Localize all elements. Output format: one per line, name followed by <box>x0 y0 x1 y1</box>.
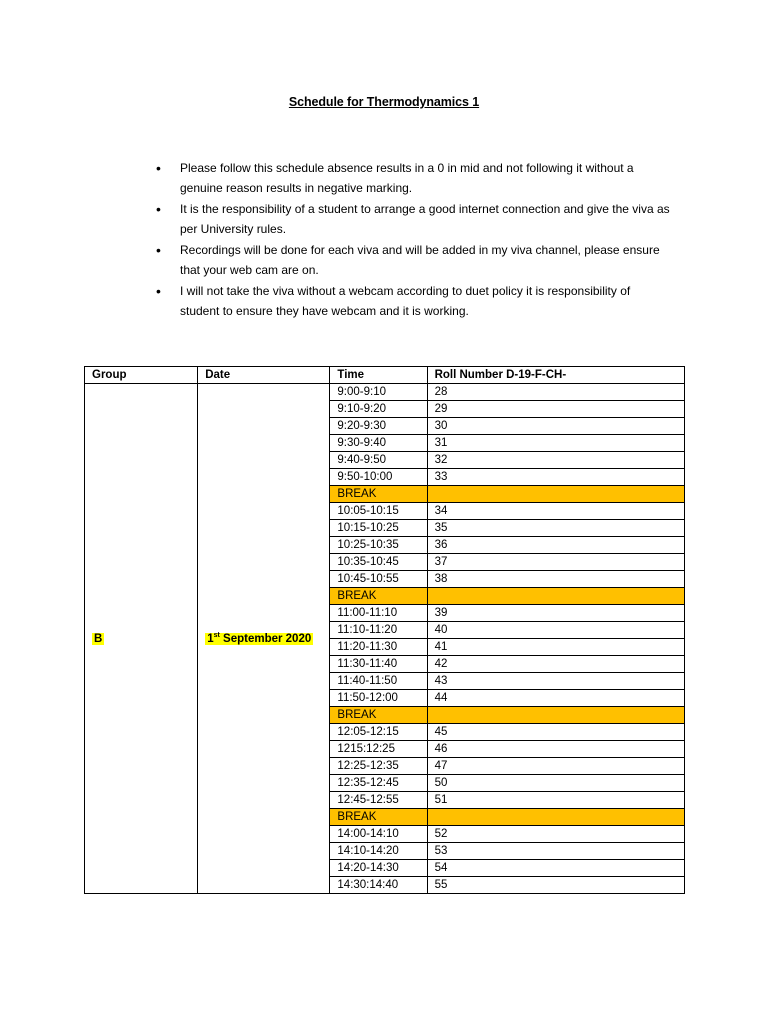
time-cell: 9:10-9:20 <box>330 401 427 418</box>
instruction-text: I will not take the viva without a webcam according to duet policy it is responsibility of student to ensure they have webcam and it is working. <box>180 284 631 318</box>
roll-number-cell: 40 <box>427 622 684 639</box>
bullet-icon: • <box>156 160 161 176</box>
roll-number-cell: 39 <box>427 605 684 622</box>
roll-number-cell: 35 <box>427 520 684 537</box>
roll-number-cell: 32 <box>427 452 684 469</box>
roll-number-cell: 52 <box>427 826 684 843</box>
roll-number-cell: 53 <box>427 843 684 860</box>
instruction-text: Please follow this schedule absence results in a 0 in mid and not following it without a genuine reason results in negative marking. <box>180 161 634 195</box>
instruction-item <box>150 199 670 239</box>
instruction-text: It is the responsibility of a student to arrange a good internet connection and give the viva as per University rules. <box>180 202 670 236</box>
instruction-item <box>150 281 670 321</box>
table-row <box>85 384 685 401</box>
time-cell: 11:40-11:50 <box>330 673 427 690</box>
time-cell: 11:50-12:00 <box>330 690 427 707</box>
roll-number-cell: 38 <box>427 571 684 588</box>
roll-number-cell: 37 <box>427 554 684 571</box>
schedule-body <box>85 384 685 894</box>
roll-number-cell: 33 <box>427 469 684 486</box>
time-cell: 10:35-10:45 <box>330 554 427 571</box>
roll-number-cell: 44 <box>427 690 684 707</box>
roll-number-cell: 50 <box>427 775 684 792</box>
time-cell: 12:25-12:35 <box>330 758 427 775</box>
roll-number-cell: 28 <box>427 384 684 401</box>
time-cell: 14:10-14:20 <box>330 843 427 860</box>
instructions-list <box>150 158 670 322</box>
time-cell: 9:40-9:50 <box>330 452 427 469</box>
time-cell: 12:05-12:15 <box>330 724 427 741</box>
time-cell: 11:20-11:30 <box>330 639 427 656</box>
roll-number-cell: 30 <box>427 418 684 435</box>
break-label: BREAK <box>330 809 427 826</box>
bullet-icon: • <box>156 283 161 299</box>
time-cell: 10:45-10:55 <box>330 571 427 588</box>
group-value: B <box>94 632 103 645</box>
bullet-icon: • <box>156 201 161 217</box>
break-label: BREAK <box>330 486 427 503</box>
time-cell: 10:25-10:35 <box>330 537 427 554</box>
date-value <box>205 633 313 645</box>
roll-number-cell: 42 <box>427 656 684 673</box>
break-label: BREAK <box>330 707 427 724</box>
time-cell: 12:35-12:45 <box>330 775 427 792</box>
bullet-icon: • <box>156 242 161 258</box>
roll-number-cell: 45 <box>427 724 684 741</box>
roll-number-cell: 55 <box>427 877 684 894</box>
time-cell: 9:20-9:30 <box>330 418 427 435</box>
date-day: 1 <box>207 632 214 645</box>
document-title: Schedule for Thermodynamics 1 <box>288 95 480 109</box>
roll-number-cell <box>427 486 684 503</box>
roll-number-cell: 51 <box>427 792 684 809</box>
roll-number-cell: 43 <box>427 673 684 690</box>
time-cell: 12:45-12:55 <box>330 792 427 809</box>
instruction-text: Recordings will be done for each viva and will be added in my viva channel, please ensure that your web cam are on. <box>180 243 660 277</box>
roll-number-cell: 54 <box>427 860 684 877</box>
time-cell: 14:30:14:40 <box>330 877 427 894</box>
group-cell <box>85 384 198 894</box>
date-cell <box>198 384 330 894</box>
time-cell: 9:50-10:00 <box>330 469 427 486</box>
roll-number-cell: 29 <box>427 401 684 418</box>
time-cell: 11:10-11:20 <box>330 622 427 639</box>
header-date: Date <box>198 367 330 384</box>
header-group: Group <box>85 367 198 384</box>
time-cell: 11:00-11:10 <box>330 605 427 622</box>
roll-number-cell: 34 <box>427 503 684 520</box>
roll-number-cell <box>427 707 684 724</box>
break-label: BREAK <box>330 588 427 605</box>
time-cell: 11:30-11:40 <box>330 656 427 673</box>
roll-number-cell: 31 <box>427 435 684 452</box>
roll-number-cell: 36 <box>427 537 684 554</box>
time-cell: 1215:12:25 <box>330 741 427 758</box>
roll-number-cell: 47 <box>427 758 684 775</box>
time-cell: 14:20-14:30 <box>330 860 427 877</box>
roll-number-cell: 46 <box>427 741 684 758</box>
time-cell: 10:05-10:15 <box>330 503 427 520</box>
time-cell: 9:00-9:10 <box>330 384 427 401</box>
roll-number-cell: 41 <box>427 639 684 656</box>
roll-number-cell <box>427 809 684 826</box>
roll-number-cell <box>427 588 684 605</box>
instruction-item <box>150 158 670 198</box>
table-header-row <box>85 367 685 384</box>
date-rest: September 2020 <box>219 632 312 645</box>
header-roll-number: Roll Number D-19-F-CH- <box>427 367 684 384</box>
instruction-item <box>150 240 670 280</box>
header-time: Time <box>330 367 427 384</box>
date-suffix: st <box>213 631 220 639</box>
time-cell: 9:30-9:40 <box>330 435 427 452</box>
time-cell: 14:00-14:10 <box>330 826 427 843</box>
schedule-table <box>84 366 685 894</box>
time-cell: 10:15-10:25 <box>330 520 427 537</box>
